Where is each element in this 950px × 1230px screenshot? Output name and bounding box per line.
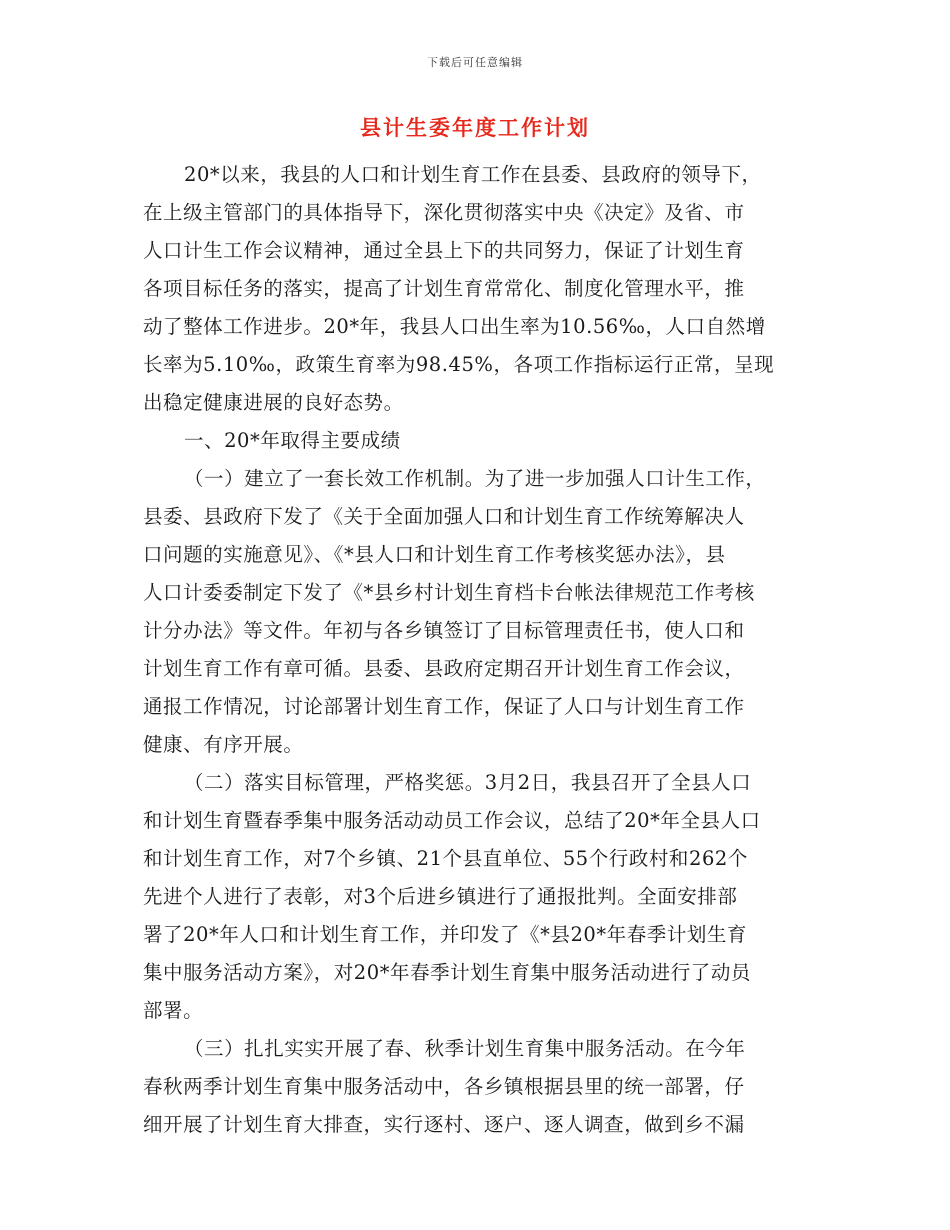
paragraph-line: 在上级主管部门的具体指导下，深化贯彻落实中央《决定》及省、市	[143, 201, 745, 224]
paragraph-line: 动了整体工作进步。20*年，我县人口出生率为10.56‰，人口自然增	[143, 315, 766, 338]
document-body	[143, 156, 807, 1144]
paragraph-line: 计划生育工作有章可循。县委、县政府定期召开计划生育工作会议，	[143, 657, 745, 680]
paragraph-line: 出稳定健康进展的良好态势。	[143, 391, 404, 414]
paragraph-line: 县委、县政府下发了《关于全面加强人口和计划生育工作统筹解决人	[143, 505, 745, 528]
paragraph-line: 健康、有序开展。	[143, 733, 304, 756]
paragraph-line: 和计划生育工作，对7个乡镇、21个县直单位、55个行政村和262个	[143, 847, 748, 870]
paragraph-line: 20*以来，我县的人口和计划生育工作在县委、县政府的领导下，	[184, 163, 762, 186]
paragraph-line: 先进个人进行了表彰，对3个后进乡镇进行了通报批判。全面安排部	[143, 885, 738, 908]
header-note: 下载后可任意编辑	[427, 56, 523, 69]
paragraph-line: （三）扎扎实实开展了春、秋季计划生育集中服务活动。在今年	[184, 1037, 746, 1060]
paragraph-line: 部署。	[143, 999, 204, 1022]
paragraph-line: （一）建立了一套长效工作机制。为了进一步加强人口计生工作，	[184, 467, 766, 490]
paragraph-line: 各项目标任务的落实，提高了计划生育常常化、制度化管理水平，推	[143, 277, 745, 300]
paragraph-line: 人口计生工作会议精神，通过全县上下的共同努力，保证了计划生育	[143, 239, 745, 262]
paragraph-line: 集中服务活动方案》，对20*年春季计划生育集中服务活动进行了动员	[143, 961, 751, 984]
paragraph-line: 计分办法》等文件。年初与各乡镇签订了目标管理责任书，使人口和	[143, 619, 745, 642]
document-title: 县计生委年度工作计划	[360, 115, 590, 140]
paragraph-line: 署了20*年人口和计划生育工作，并印发了《*县20*年春季计划生育	[143, 923, 748, 946]
section-heading: 一、20*年取得主要成绩	[184, 429, 401, 452]
paragraph-line: 长率为5.10‰，政策生育率为98.45%，各项工作指标运行正常，呈现	[143, 353, 775, 376]
paragraph-line: （二）落实目标管理，严格奖惩。3月2日，我县召开了全县人口	[184, 771, 752, 794]
paragraph-line: 细开展了计划生育大排查，实行逐村、逐户、逐人调查，做到乡不漏	[143, 1113, 745, 1136]
paragraph-line: 和计划生育暨春季集中服务活动动员工作会议，总结了20*年全县人口	[143, 809, 761, 832]
paragraph-line: 口问题的实施意见》、《*县人口和计划生育工作考核奖惩办法》，县	[143, 543, 726, 566]
paragraph-line: 春秋两季计划生育集中服务活动中，各乡镇根据县里的统一部署，仔	[143, 1075, 745, 1098]
paragraph-line: 人口计委委制定下发了《*县乡村计划生育档卡台帐法律规范工作考核	[143, 581, 755, 604]
paragraph-line: 通报工作情况，讨论部署计划生育工作，保证了人口与计划生育工作	[143, 695, 745, 718]
